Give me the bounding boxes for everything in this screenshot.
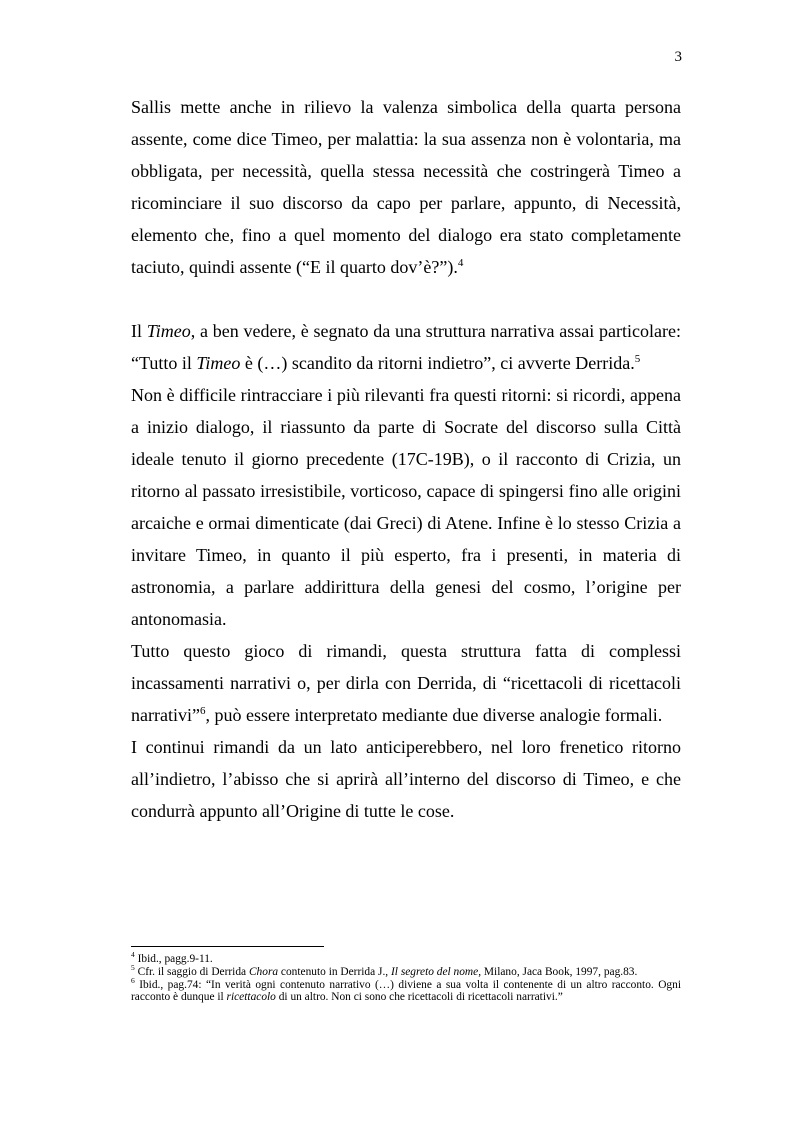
footnote-ref-4: 4 (457, 257, 464, 269)
footnote-text: Ibid., pagg.9-11. (134, 953, 213, 965)
paragraph-ritorni (131, 379, 681, 635)
footnote-separator (131, 946, 324, 947)
footnote-text: di un altro. Non ci sono che ricettacoli di ricettacoli narrativi.” (275, 991, 563, 1004)
footnote-4 (131, 950, 681, 966)
paragraph-text: , a ben vedere, è segnato da una struttura narrativa assai particolare: “Tutto il (131, 321, 681, 373)
footnote-number: 6 (131, 975, 135, 985)
paragraph-text: , può essere interpretato mediante due diverse analogie formali. (205, 705, 663, 725)
paragraph-rimandi (131, 635, 681, 731)
footnote-5 (131, 962, 681, 979)
title-italic: Il segreto del nome (391, 965, 479, 978)
paragraph-text: è (…) scandito da ritorni indietro”, ci avverte Derrida. (240, 353, 635, 373)
footnote-number: 5 (131, 962, 135, 972)
title-italic: Timeo (196, 353, 241, 373)
paragraph-sallis (131, 91, 681, 283)
paragraph-text: Il (131, 321, 147, 341)
footnotes (131, 950, 681, 1004)
paragraph-text: Tutto questo gioco di rimandi, questa struttura fatta di complessi incassamenti narrativi o, per dirla con Derrida, di “ricettacoli di ricettacoli narrativi” (131, 641, 681, 725)
footnote-text: contenuto in Derrida J., (278, 965, 392, 978)
footnote-ref-5: 5 (634, 353, 641, 365)
paragraph-text: I continui rimandi da un lato anticiperebbero, nel loro frenetico ritorno all’indietro, l’abisso che si aprirà all’interno del discorso di Timeo, e che condurrà appunto all’Origine di tutte le cose. (131, 737, 681, 821)
footnote-6 (131, 975, 681, 1005)
body-text (131, 91, 681, 827)
footnote-text: Cfr. il saggio di Derrida (134, 965, 249, 978)
title-italic: Timeo (146, 321, 191, 341)
footnote-ref-6: 6 (199, 705, 206, 717)
term-italic: ricettacolo (226, 991, 276, 1004)
footnote-text: Ibid., pag.74: “In verità ogni contenuto narrativo (…) diviene a sua volta il contenente di un altro racconto. Ogni racconto è dunque il (131, 978, 681, 1004)
title-italic: Chora (248, 965, 279, 978)
paragraph-abisso (131, 731, 681, 827)
footnote-number: 4 (131, 950, 135, 959)
page-number: 3 (674, 49, 682, 65)
paragraph-text: Non è difficile rintracciare i più rilevanti fra questi ritorni: si ricordi, appena a inizio dialogo, il riassunto da parte di Socrate del discorso sulla Città ideale tenuto il giorno precedente (17C-19B), o il racconto di Crizia, un ritorno al passato irresistibile, vorticoso, capace di spingersi fino alle origini arcaiche e ormai dimenticate (dai Greci) di Atene. Infine è lo stesso Crizia a invitare Timeo, in quanto il più esperto, fra i presenti, in materia di astronomia, a parlare addirittura della genesi del cosmo, l’origine per antonomasia. (131, 385, 681, 629)
footnote-text: , Milano, Jaca Book, 1997, pag.83. (478, 965, 638, 978)
paragraph-text: Sallis mette anche in rilievo la valenza simbolica della quarta persona assente, come dice Timeo, per malattia: la sua assenza non è volontaria, ma obbligata, per necessità, quella stessa necessità che costringerà Timeo a ricominciare il suo discorso da capo per parlare, appunto, di Necessità, elemento che, fino a quel momento del dialogo era stato completamente taciuto, quindi assente (“E il quarto dov’è?”). (131, 97, 681, 277)
paragraph-timeo-structure (131, 315, 681, 379)
